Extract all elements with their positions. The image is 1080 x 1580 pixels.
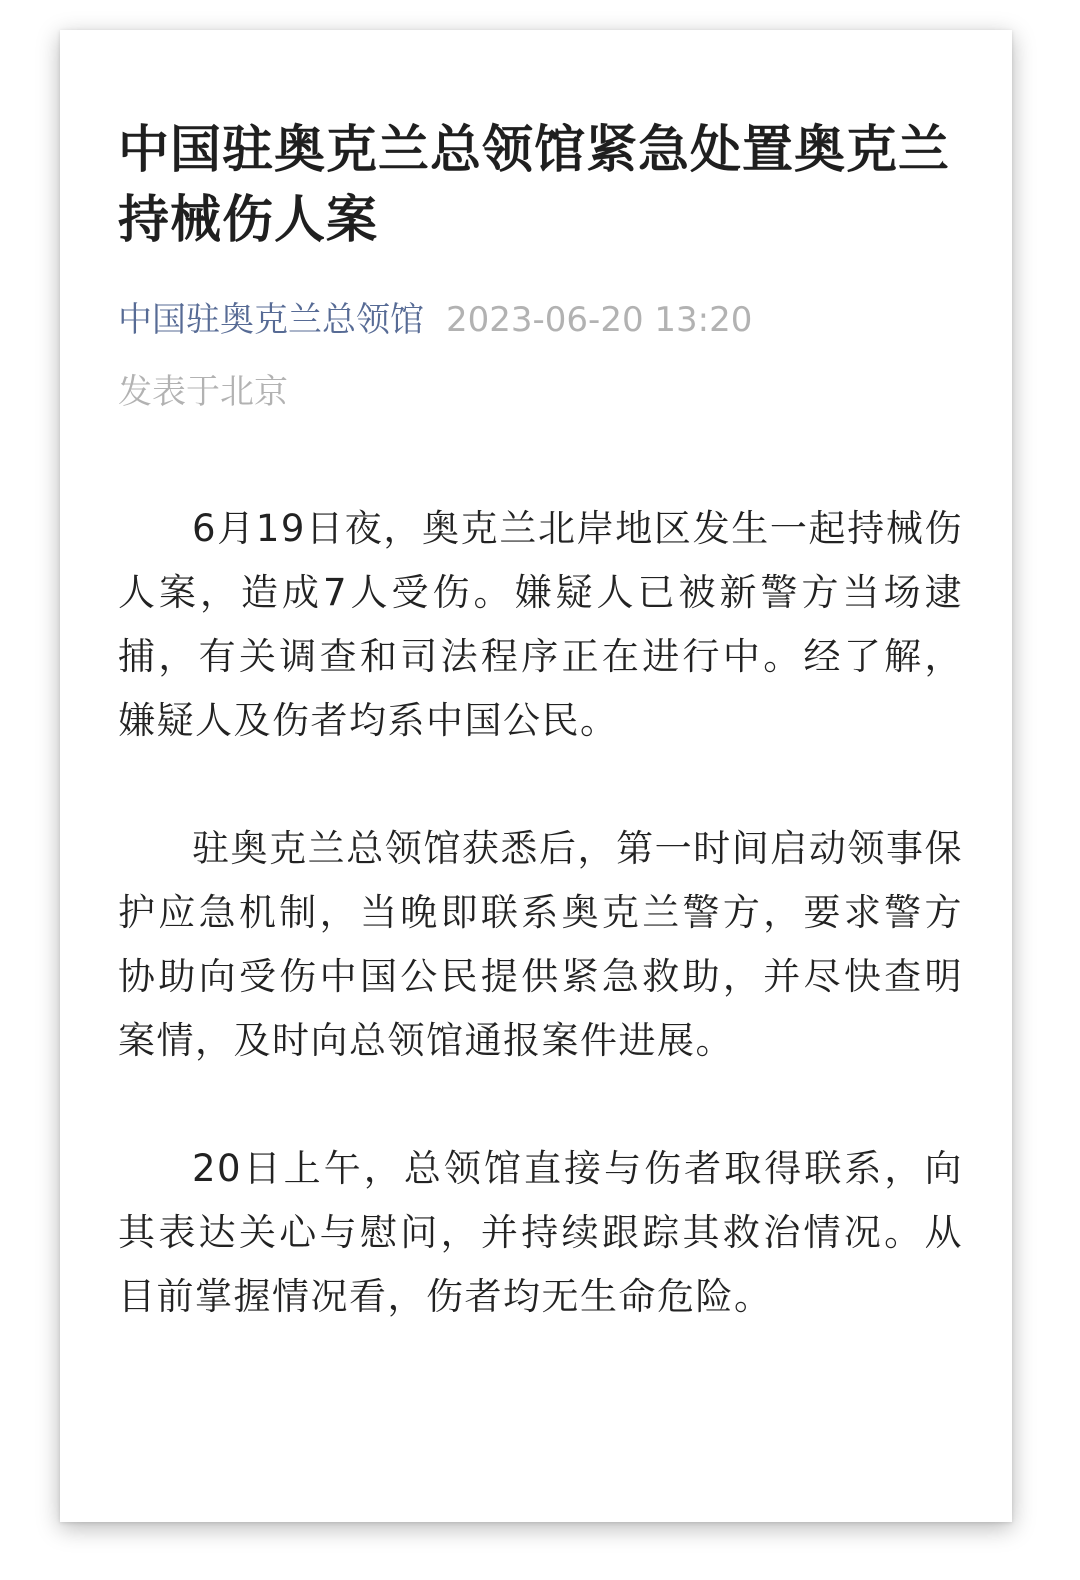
publish-location: 发表于北京 xyxy=(118,372,288,412)
publish-time: 2023-06-20 13:20 xyxy=(446,300,753,340)
article-title: 中国驻奥克兰总领馆紧急处置奥克兰持械伤人案 xyxy=(118,121,951,250)
paragraph: 驻奥克兰总领馆获悉后，第一时间启动领事保护应急机制，当晚即联系奥克兰警方，要求警方协助向受伤中国公民提供紧急救助，并尽快查明案情，及时向总领馆通报案件进展。 xyxy=(118,827,963,1062)
article-card xyxy=(60,30,1012,1522)
account-name-link[interactable]: 中国驻奥克兰总领馆 xyxy=(118,300,424,340)
article-content xyxy=(118,116,963,1393)
paragraph: 20日上午，总领馆直接与伤者取得联系，向其表达关心与慰问，并持续跟踪其救治情况。从目前掌握情况看，伤者均无生命危险。 xyxy=(118,1147,963,1318)
article-meta xyxy=(118,300,963,340)
paragraph: 6月19日夜，奥克兰北岸地区发生一起持械伤人案，造成7人受伤。嫌疑人已被新警方当场逮捕，有关调查和司法程序正在进行中。经了解，嫌疑人及伤者均系中国公民。 xyxy=(118,507,963,742)
article-body xyxy=(118,497,963,1329)
